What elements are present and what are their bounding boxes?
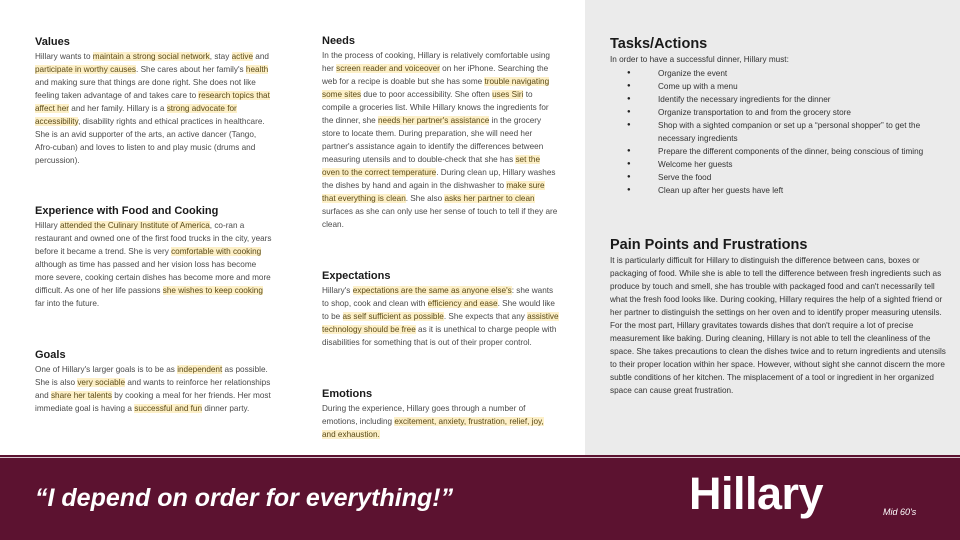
- expectations-text: [322, 284, 559, 349]
- text-run: and making sure that things are done right. She does not like feeling taken advantage of and takes care to: [35, 78, 256, 100]
- tasks-intro: In order to have a successful dinner, Hillary must:: [610, 55, 789, 64]
- text-run: and wants to reinforce her relationships and: [35, 378, 271, 400]
- text-run: surfaces as she can only use her sense of touch to tell if they are clean.: [322, 207, 558, 229]
- text-run: and her family. Hillary is a: [69, 104, 167, 113]
- pain-points-heading: Pain Points and Frustrations: [610, 237, 808, 253]
- tasks-pain-panel: [585, 0, 960, 455]
- text-run: dinner party.: [202, 404, 250, 413]
- text-run: as possible. She is also: [35, 365, 268, 387]
- goals-heading: Goals: [35, 349, 66, 361]
- highlighted-phrase: independent: [177, 365, 223, 374]
- text-run: on her iPhone. Searching the web for a recipe is doable but she has some: [322, 64, 549, 86]
- values-heading: Values: [35, 36, 70, 48]
- highlighted-phrase: participate in worthy causes: [35, 65, 137, 74]
- highlighted-phrase: very sociable: [77, 378, 126, 387]
- text-run: During the experience, Hillary goes through a number of emotions, including: [322, 404, 526, 426]
- task-item: ● Organize transportation to and from the grocery store: [610, 106, 952, 119]
- highlighted-phrase: as self sufficient as possible: [342, 312, 444, 321]
- task-item: ● Identify the necessary ingredients for the dinner: [610, 93, 952, 106]
- text-run: . She also: [405, 194, 445, 203]
- text-run: to compile a groceries list. While Hillary knows the ingredients for the dinner, she: [322, 90, 549, 125]
- highlighted-phrase: make sure that everything is clean: [322, 181, 545, 203]
- text-run: by cooking a meal for her friends. Her most immediate goal is having a: [35, 391, 271, 413]
- text-run: due to poor accessibility. She often: [361, 90, 493, 99]
- highlighted-phrase: strong advocate for accessibility: [35, 104, 237, 126]
- text-run: although as time has passed and her vision loss has become more severe, cooking certain dishes has become more and more difficult. As one of her life passions: [35, 260, 271, 295]
- emotions-text: [322, 402, 559, 441]
- goals-text: [35, 363, 272, 415]
- needs-text: [322, 49, 559, 231]
- text-run: far into the future.: [35, 299, 100, 308]
- highlighted-phrase: successful and fun: [134, 404, 203, 413]
- text-run: . During clean up, Hillary washes the dishes by hand and again in the dishwasher to: [322, 168, 556, 190]
- task-item: ● Organize the event: [610, 67, 952, 80]
- highlighted-phrase: screen reader and voiceover: [336, 64, 440, 73]
- experience-heading: Experience with Food and Cooking: [35, 205, 219, 217]
- task-item: ● Clean up after her guests have left: [610, 184, 952, 197]
- highlighted-phrase: comfortable with cooking: [171, 247, 262, 256]
- highlighted-phrase: assistive technology should be free: [322, 312, 559, 334]
- text-run: , stay: [209, 52, 232, 61]
- pain-points-text: It is particularly difficult for Hillary to distinguish the difference between cans, boxes or packaging of food. While she is able to tell the difference between fresh ingredients such as produce by touch and smell, she has trouble with packaged food and can't necessarily tell what the fresh food looks like. During cooking, Hillary requires the help of a sighted friend or her partner to distinguish the settings on her oven and to identify proper measuring utensils. For the most part, Hillary gravitates towards dishes that don't require a lot of precise measurement like baking. During cleaning, Hillary is not able to tell the cleanliness of the space. She takes precautions to clean the dishes twice and to return ingredients and utensils to their proper location within her space. However, without sight she cannot discern the more subtle conditions of her kitchen. The misplacement of a tool or ingredient in her organized space can cause great frustration.: [610, 256, 946, 395]
- needs-heading: Needs: [322, 35, 356, 47]
- values-section: [35, 36, 272, 167]
- emotions-heading: Emotions: [322, 388, 373, 400]
- highlighted-phrase: asks her partner to clean: [444, 194, 535, 203]
- highlighted-phrase: needs her partner's assistance: [378, 116, 490, 125]
- text-run: , co-ran a restaurant and owned one of the first food trucks in the city, years before it became a trend. She is very: [35, 221, 272, 256]
- highlighted-phrase: set the oven to the correct temperature: [322, 155, 541, 177]
- text-run: Hillary's: [322, 286, 353, 295]
- highlighted-phrase: she wishes to keep cooking: [162, 286, 263, 295]
- text-run: and: [253, 52, 269, 61]
- highlighted-phrase: active: [231, 52, 253, 61]
- text-run: Hillary wants to: [35, 52, 93, 61]
- values-text: [35, 50, 272, 167]
- task-item: ● Prepare the different components of the dinner, being conscious of timing: [610, 145, 952, 158]
- task-item: ● Come up with a menu: [610, 80, 952, 93]
- experience-text: [35, 219, 272, 310]
- task-item: ● Shop with a sighted companion or set up a “personal shopper” to get the necessary ingredients: [610, 119, 952, 145]
- text-run: . She would like to be: [322, 299, 555, 321]
- tasks-list: [610, 67, 952, 197]
- text-run: as it is unethical to charge people with disabilities for something that is out of their proper control.: [322, 325, 557, 347]
- persona-quote: “I depend on order for everything!”: [35, 484, 454, 512]
- tasks-heading: Tasks/Actions: [610, 36, 708, 52]
- highlighted-phrase: uses Siri: [492, 90, 524, 99]
- emotions-section: [322, 388, 559, 441]
- text-run: : she wants to shop, cook and clean with: [322, 286, 554, 308]
- text-run: Hillary: [35, 221, 61, 230]
- tasks-section: [610, 35, 952, 197]
- text-run: . She expects that any: [443, 312, 528, 321]
- highlighted-phrase: efficiency and ease: [427, 299, 498, 308]
- text-run: in the grocery store to locate them. During preparation, she will need her partner's assistance again to identify the differences between measuring utensils and to double-check that she has: [322, 116, 544, 164]
- text-run: , disability rights and ethical practices in healthcare. She is an avid supporter of the arts, an active dancer (Tango, Afro-cuban) and loves to listen to and play music (drums and percussion).: [35, 117, 265, 165]
- highlighted-phrase: excitement, anxiety, frustration, relief, joy, and exhaustion.: [322, 417, 544, 439]
- highlighted-phrase: research topics that affect her: [35, 91, 270, 113]
- persona-name: Hillary: [689, 468, 824, 519]
- text-run: One of Hillary's larger goals is to be as: [35, 365, 178, 374]
- highlighted-phrase: health: [245, 65, 269, 74]
- highlighted-phrase: share her talents: [50, 391, 112, 400]
- task-item: ● Welcome her guests: [610, 158, 952, 171]
- highlighted-phrase: maintain a strong social network: [92, 52, 210, 61]
- text-run: . She cares about her family's: [136, 65, 246, 74]
- needs-section: [322, 35, 559, 231]
- banner-divider: [0, 457, 960, 458]
- highlighted-phrase: expectations are the same as anyone else's: [352, 286, 512, 295]
- expectations-heading: Expectations: [322, 270, 391, 282]
- highlighted-phrase: attended the Culinary Institute of America: [60, 221, 210, 230]
- experience-section: [35, 205, 272, 310]
- text-run: In the process of cooking, Hillary is relatively comfortable using her: [322, 51, 550, 73]
- expectations-section: [322, 270, 559, 349]
- persona-age: Mid 60's: [883, 507, 917, 517]
- task-item: ● Serve the food: [610, 171, 952, 184]
- pain-points-section: [610, 236, 950, 397]
- goals-section: [35, 349, 272, 415]
- highlighted-phrase: trouble navigating some sites: [322, 77, 550, 99]
